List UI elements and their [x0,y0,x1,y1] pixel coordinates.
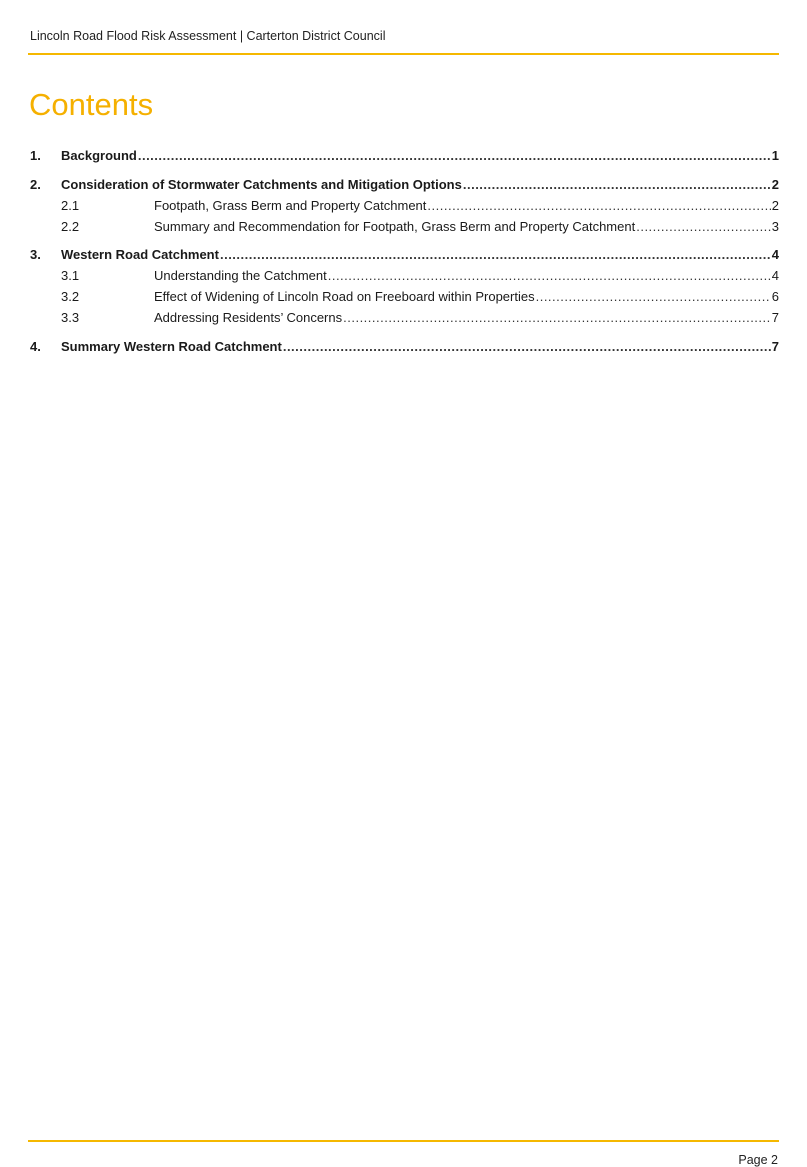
toc-page-number: 4 [771,247,779,262]
page-number-label: Page 2 [738,1153,778,1167]
toc-number: 3. [30,247,41,262]
toc-label: Western Road Catchment [61,247,219,262]
toc-page-number: 4 [771,268,779,283]
header-rule [28,53,779,55]
toc-page-number: 2 [771,198,779,213]
toc-entry-3-1[interactable] [30,263,779,283]
toc-leader [427,198,770,213]
toc-number: 2. [30,177,41,192]
toc-number: 1. [30,148,41,163]
toc-page-number: 7 [771,339,779,354]
toc-entry-3[interactable] [30,242,779,262]
header-title: Lincoln Road Flood Risk Assessment | Carterton District Council [30,29,386,43]
toc-leader [343,310,771,325]
page-title: Contents [29,87,154,122]
toc-entry-2-2[interactable] [30,214,779,234]
toc-number: 2.1 [61,198,80,213]
toc-number: 4. [30,339,41,354]
toc-page-number: 3 [771,219,779,234]
toc-label: Footpath, Grass Berm and Property Catchment [154,198,427,213]
toc-page-number: 1 [771,148,779,163]
toc-page-number: 2 [771,177,779,192]
toc-leader [328,268,771,283]
toc-entry-3-3[interactable] [30,305,779,325]
toc-leader [138,148,771,163]
toc-entry-3-2[interactable] [30,284,779,304]
toc-number: 3.2 [61,289,80,304]
toc-entry-2[interactable] [30,172,779,192]
toc-page-number: 6 [771,289,779,304]
toc-page-number: 7 [771,310,779,325]
toc-leader [220,247,771,262]
toc-label: Addressing Residents’ Concerns [154,310,343,325]
toc-label: Consideration of Stormwater Catchments and Mitigation Options [61,177,462,192]
toc-leader [283,339,771,354]
toc-leader [636,219,771,234]
toc-entry-4[interactable] [30,334,779,354]
toc-entry-2-1[interactable] [30,193,779,213]
toc-number: 3.3 [61,310,80,325]
toc-label: Effect of Widening of Lincoln Road on Freeboard within Properties [154,289,535,304]
footer-rule [28,1140,779,1142]
toc-leader [536,289,771,304]
toc-label: Understanding the Catchment [154,268,327,283]
toc-number: 3.1 [61,268,80,283]
toc-entry-1[interactable] [30,143,779,163]
toc-label: Background [61,148,137,163]
toc-leader [463,177,771,192]
toc-label: Summary Western Road Catchment [61,339,282,354]
toc-number: 2.2 [61,219,80,234]
toc-label: Summary and Recommendation for Footpath, Grass Berm and Property Catchment [154,219,636,234]
